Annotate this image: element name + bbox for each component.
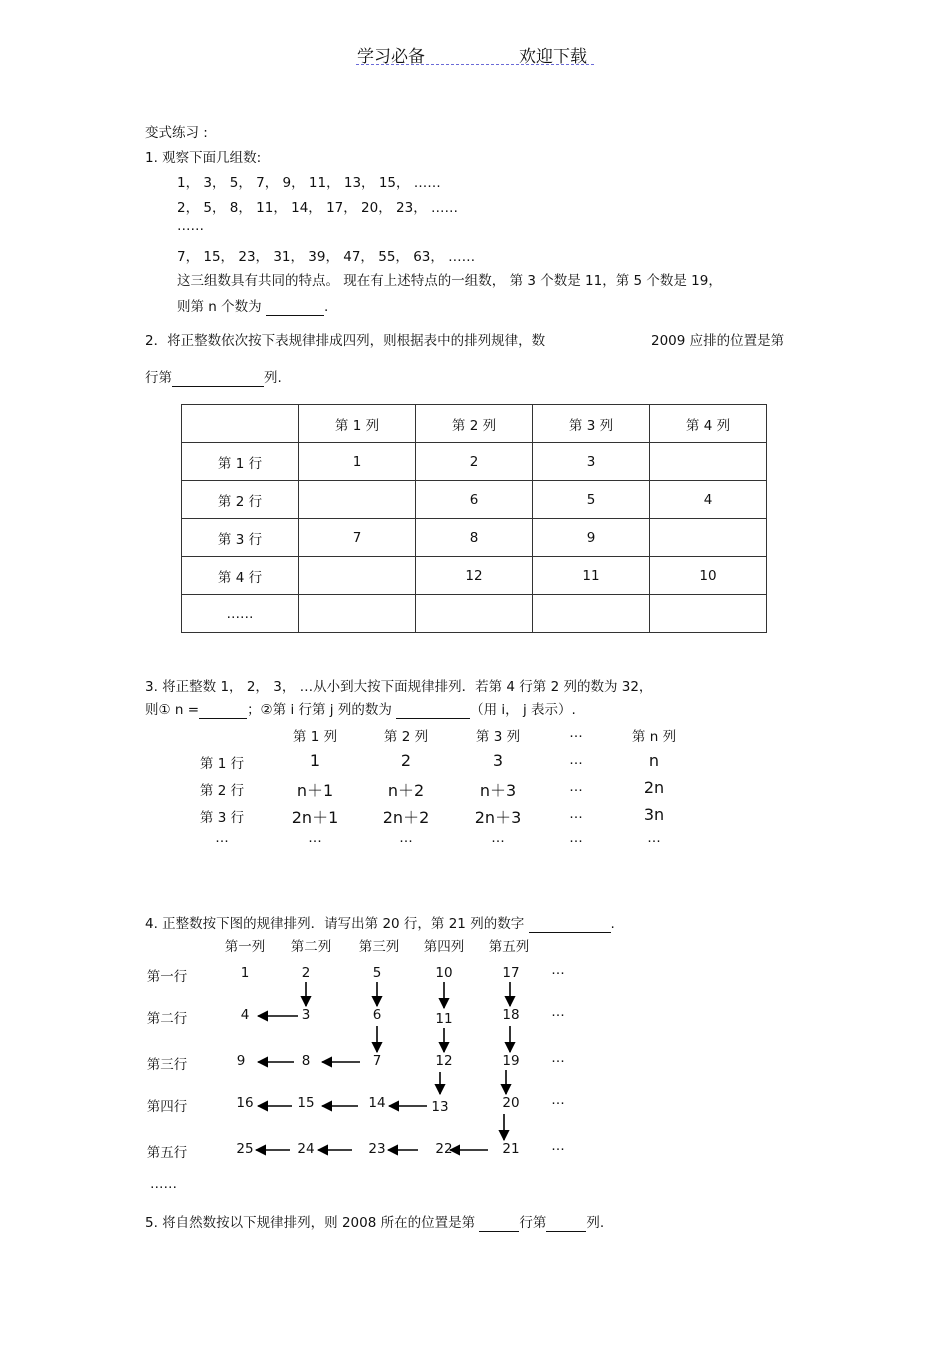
q4-col-header: 第四列 — [423, 939, 465, 955]
q4-value: 16 — [236, 1095, 254, 1111]
q4-row-label: 第二行 — [146, 1011, 188, 1027]
q4-col-header: 第一列 — [224, 939, 266, 955]
q4-value: 7 — [372, 1053, 382, 1069]
table-cell: 1 — [299, 443, 416, 481]
q4-value: 13 — [431, 1099, 449, 1115]
table-cell: 12 — [416, 557, 533, 595]
q4-value: 14 — [368, 1095, 386, 1111]
q3-cell: 2n＋1 — [291, 808, 339, 827]
q3-text-1: 3. 将正整数 1， 2， 3， …从小到大按下面规律排列．若第 4 行第 2 列的数为 32， — [145, 679, 653, 695]
q5-answer-blank-2[interactable] — [546, 1215, 586, 1232]
q3-cell: 2 — [400, 751, 412, 770]
q3-cell: n＋2 — [387, 781, 425, 800]
q3-row-label: … — [215, 830, 229, 846]
section-title: 变式练习 : — [145, 125, 208, 141]
q4-value: 8 — [301, 1053, 311, 1069]
q3-col-header: 第 1 列 — [292, 729, 338, 745]
q4-value: 23 — [368, 1141, 386, 1157]
q4-value: 24 — [297, 1141, 315, 1157]
table-cell: 3 — [533, 443, 650, 481]
q3-cell: … — [647, 830, 661, 846]
q4-value: 10 — [435, 965, 453, 981]
table-cell: 第 3 行 — [182, 519, 299, 557]
q3-cell: n＋3 — [479, 781, 517, 800]
table-cell: 6 — [416, 481, 533, 519]
q2-text-2a: 行第 — [145, 370, 172, 386]
q4-row-ellipsis: … — [551, 1004, 565, 1020]
q4-row-ellipsis: … — [551, 1092, 565, 1108]
q3-col-header: 第 n 列 — [631, 729, 677, 745]
q4-col-header: 第三列 — [358, 939, 400, 955]
q4-value: 22 — [435, 1141, 453, 1157]
table-cell: 8 — [416, 519, 533, 557]
q3-cell: 3n — [643, 805, 665, 824]
q3-cell: 3 — [492, 751, 504, 770]
q3-row-label: 第 1 行 — [199, 756, 245, 772]
q4-row-label: 第四行 — [146, 1099, 188, 1115]
table-cell: 4 — [650, 481, 767, 519]
table-cell: 5 — [533, 481, 650, 519]
q4-row-label: 第一行 — [146, 969, 188, 985]
q4-value: 17 — [502, 965, 520, 981]
q4-row-ellipsis: … — [551, 962, 565, 978]
q2-text-2b: 列. — [264, 370, 282, 386]
q3-cell: n — [648, 751, 660, 770]
table-cell: 9 — [533, 519, 650, 557]
q1-text-1: 这三组数具有共同的特点。 现在有上述特点的一组数， 第 3 个数是 11，第 5 个数是 19， — [177, 273, 722, 289]
q4-value: 3 — [301, 1007, 311, 1023]
q5-text — [145, 1211, 604, 1232]
q3-cell: 2n — [643, 778, 665, 797]
table-cell: 第 1 列 — [299, 405, 416, 443]
q3-cell: n＋1 — [296, 781, 334, 800]
q3-cell: … — [399, 830, 413, 846]
q4-text-main: 4. 正整数按下图的规律排列．请写出第 20 行，第 21 列的数字 — [145, 916, 525, 932]
table-cell: …… — [182, 595, 299, 633]
q4-value: 5 — [372, 965, 382, 981]
q3-col-header: 第 2 列 — [383, 729, 429, 745]
q5-text-b: 行第 — [519, 1215, 547, 1231]
q4-value: 6 — [372, 1007, 382, 1023]
table-cell: 2 — [416, 443, 533, 481]
q1-intro: 1. 观察下面几组数: — [145, 150, 262, 166]
q4-value: 18 — [502, 1007, 520, 1023]
q4-col-header: 第二列 — [290, 939, 332, 955]
q4-footer-dots: …… — [150, 1176, 177, 1192]
q3-row-label: 第 3 行 — [199, 810, 245, 826]
q5-answer-blank-1[interactable] — [479, 1215, 519, 1232]
q3-cell: … — [308, 830, 322, 846]
q4-value: 11 — [435, 1011, 453, 1027]
q4-value: 25 — [236, 1141, 254, 1157]
q3-col-header: … — [569, 725, 583, 741]
table-cell: 10 — [650, 557, 767, 595]
q3-cell: 2n＋2 — [382, 808, 430, 827]
q4-value: 9 — [236, 1053, 246, 1069]
q3-cell: 1 — [309, 751, 321, 770]
q3-row-label: 第 2 行 — [199, 783, 245, 799]
q3-text-2b: ；②第 i 行第 j 列的数为 — [247, 702, 392, 718]
table-cell: 第 1 行 — [182, 443, 299, 481]
q3-text-2c: （用 i， j 表示）. — [470, 702, 576, 718]
q4-value: 12 — [435, 1053, 453, 1069]
q4-row-ellipsis: … — [551, 1050, 565, 1066]
q3-cell: … — [491, 830, 505, 846]
q3-cell: … — [569, 752, 583, 768]
q4-value: 4 — [240, 1007, 250, 1023]
table-cell: 第 3 列 — [533, 405, 650, 443]
table-cell: 第 2 行 — [182, 481, 299, 519]
q5-text-c: 列. — [586, 1215, 605, 1231]
q1-text-2a: 则第 n 个数为 — [177, 299, 262, 315]
q3-text-2a: 则① n = — [145, 702, 200, 718]
header-right: 欢迎下载 — [519, 47, 587, 67]
q4-value: 21 — [502, 1141, 520, 1157]
q2-text-1b: 2009 应排的位置是第 — [651, 333, 785, 349]
q1-ellipsis: …… — [177, 218, 204, 234]
q1-text-2b: . — [323, 299, 329, 315]
q4-row-ellipsis: … — [551, 1138, 565, 1154]
table-cell: 第 4 行 — [182, 557, 299, 595]
q4-value: 2 — [301, 965, 311, 981]
q2-text-1: 2．将正整数依次按下表规律排成四列，则根据表中的排列规律，数 — [145, 333, 546, 349]
q4-value: 15 — [297, 1095, 315, 1111]
q1-sequence-1: 1， 3， 5， 7， 9， 11， 13， 15， …… — [177, 175, 441, 191]
table-cell: 7 — [299, 519, 416, 557]
q4-row-label: 第三行 — [146, 1057, 188, 1073]
q3-col-header: 第 3 列 — [475, 729, 521, 745]
q5-text-a: 5. 将自然数按以下规律排列，则 2008 所在的位置是第 — [145, 1215, 476, 1231]
q4-row-label: 第五行 — [146, 1145, 188, 1161]
q1-sequence-2: 2， 5， 8， 11， 14， 17， 20， 23， …… — [177, 200, 458, 216]
header-left: 学习必备 — [357, 47, 425, 67]
q4-value: 19 — [502, 1053, 520, 1069]
q4-col-header: 第五列 — [488, 939, 530, 955]
q4-value: 1 — [240, 965, 250, 981]
q3-cell: … — [569, 830, 583, 846]
q4-value: 20 — [502, 1095, 520, 1111]
q1-sequence-3: 7， 15， 23， 31， 39， 47， 55， 63， …… — [177, 249, 476, 265]
table-cell: 第 2 列 — [416, 405, 533, 443]
q3-cell: … — [569, 806, 583, 822]
q4-text-end: . — [610, 916, 615, 932]
q3-cell: 2n＋3 — [474, 808, 522, 827]
q3-cell: … — [569, 779, 583, 795]
table-cell: 11 — [533, 557, 650, 595]
table-cell: 第 4 列 — [650, 405, 767, 443]
